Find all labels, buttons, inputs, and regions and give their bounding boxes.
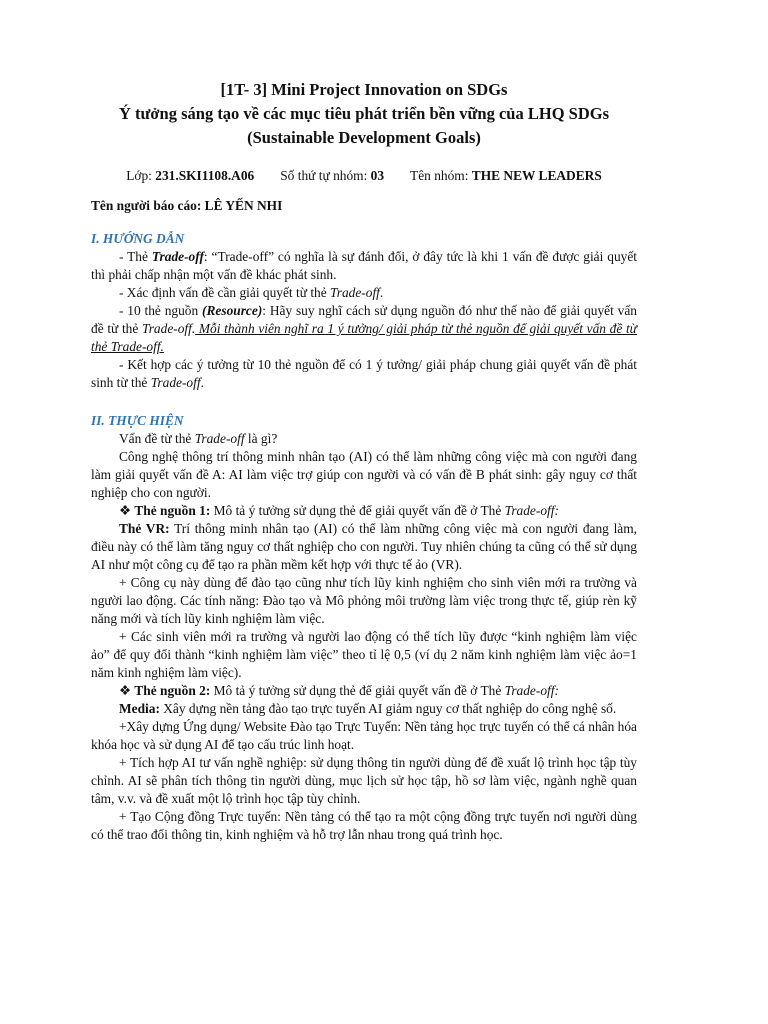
card-2-point-1: +Xây dựng Ứng dụng/ Website Đào tạo Trực Tuyến: Nền tảng học trực tuyến có thể cá nhân hóa khóa học và sử dụng AI để tạo cấu trúc linh hoạt. [91, 719, 637, 752]
section-1-para-2: - Xác định vấn đề cần giải quyết từ thẻ Trade-off. [119, 285, 384, 300]
card-2-heading: ❖ Thẻ nguồn 2: Mô tả ý tưởng sử dụng thẻ để giải quyết vấn đề ở Thẻ Trade-off: [119, 683, 559, 698]
card-2-point-3: + Tạo Cộng đồng Trực tuyến: Nền tảng có thể tạo ra một cộng đồng trực tuyến nơi người dùng có thể trao đổi thông tin, kinh nghiệm và hỗ trợ lẫn nhau trong quá trình học. [91, 809, 637, 842]
reporter-name: Tên người báo cáo: LÊ YẾN NHI [91, 198, 283, 213]
section-1-para-4: - Kết hợp các ý tưởng từ 10 thẻ nguồn để có 1 ý tưởng/ giải pháp chung giải quyết vấn đề phát sinh từ thẻ Trade-off. [91, 357, 637, 390]
section-1-heading: I. HƯỚNG DẪN [91, 231, 185, 246]
group-number-info: Số thứ tự nhóm: 03 [280, 168, 385, 183]
card-1-vr-text: Thẻ VR: Trí thông minh nhân tạo (AI) có thể làm những công việc mà con người đang làm, điều này có thể làm tăng nguy cơ thất nghiệp cho con người. Tuy nhiên chúng ta cũng có thể sử dụng AI như một công cụ để tạo ra phần mềm kết hợp với thực tế ảo (VR). [91, 521, 637, 572]
class-info: Lớp: 231.SKI1108.A06 [126, 168, 255, 183]
diamond-bullet-icon: ❖ [119, 503, 132, 518]
title-line-3: (Sustainable Development Goals) [247, 128, 481, 147]
document-title [91, 78, 637, 150]
title-line-2: Ý tưởng sáng tạo về các mục tiêu phát triển bền vững của LHQ SDGs [118, 104, 610, 123]
section-2-heading: II. THỰC HIỆN [91, 413, 184, 428]
group-name-info: Tên nhóm: THE NEW LEADERS [410, 168, 602, 183]
section-2-answer: Công nghệ thông trí thông minh nhân tạo (AI) có thể làm những công việc mà con người đang làm giải quyết vấn đề A: AI làm việc trợ giúp con người và có vấn đề B phát sinh: gây nguy cơ thất nghiệp cho con người. [91, 449, 637, 500]
title-line-1: [1T- 3] Mini Project Innovation on SDGs [220, 80, 508, 99]
card-1-heading: ❖ Thẻ nguồn 1: Mô tả ý tưởng sử dụng thẻ để giải quyết vấn đề ở Thẻ Trade-off: [119, 503, 559, 518]
card-2-point-2: + Tích hợp AI tư vấn nghề nghiệp: sử dụng thông tin người dùng để đề xuất lộ trình học tập tùy chỉnh. AI sẽ phân tích thông tin người dùng, mục lịch sử học tập, hồ sơ làm việc, ngành nghề quan tâm, v.v. và đề xuất một lộ trình học tập tùy chỉnh. [91, 755, 637, 806]
card-1-point-2: + Các sinh viên mới ra trường và người lao động có thể tích lũy được “kinh nghiệm làm việc ảo” để quy đổi thành “kinh nghiệm làm việc” theo tỉ lệ 0,5 (ví dụ 2 năm kinh nghiệm làm việc ảo=1 năm kinh nghiệm làm việc). [91, 629, 637, 680]
card-2-media-text: Media: Xây dựng nền tảng đào tạo trực tuyến AI giảm nguy cơ thất nghiệp do công nghệ số. [119, 701, 617, 716]
section-1-para-3: - 10 thẻ nguồn (Resource): Hãy suy nghĩ cách sử dụng nguồn đó như thế nào để giải quyết vấn đề từ thẻ Trade-off. Mỗi thành viên nghĩ ra 1 ý tưởng/ giải pháp từ thẻ nguồn để giải quyết vấn đề từ thẻ Trade-off. [91, 303, 637, 354]
section-1-para-1: - Thẻ Trade-off: “Trade-off” có nghĩa là sự đánh đổi, ở đây tức là khi 1 vấn đề được giải quyết thì phải chấp nhận một vấn đề khác phát sinh. [91, 249, 638, 282]
section-2-question: Vấn đề từ thẻ Trade-off là gì? [119, 431, 278, 446]
card-1-point-1: + Công cụ này dùng để đào tạo cũng như tích lũy kinh nghiệm cho sinh viên mới ra trường và người lao động. Các tính năng: Đào tạo và Mô phỏng môi trường làm việc trong thực tế, giúp rèn kỹ năng mới và tích lũy kinh nghiệm làm việc. [91, 575, 637, 626]
diamond-bullet-icon: ❖ [119, 683, 132, 698]
info-row [91, 168, 637, 184]
